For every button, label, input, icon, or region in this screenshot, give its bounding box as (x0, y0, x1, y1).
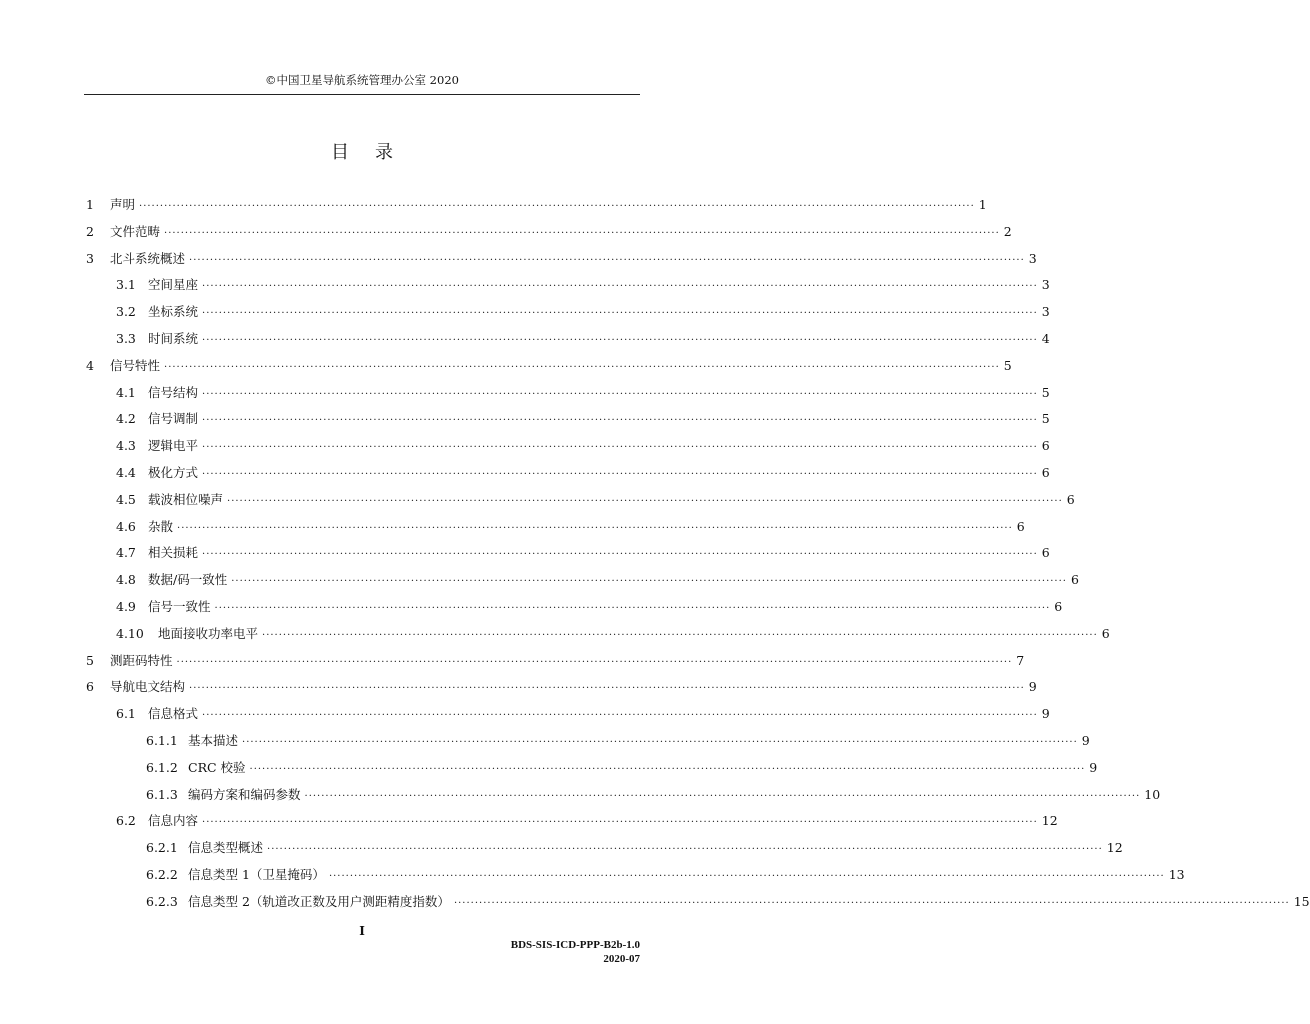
toc-entry-page: 5 (1003, 357, 1012, 373)
toc-entry-page: 5 (1041, 384, 1050, 400)
toc-entry[interactable] (86, 250, 1037, 268)
toc-entry-number: 6.1.3 (146, 786, 178, 802)
toc-dot-leader: ········································································································································································································ (202, 469, 1038, 480)
toc-entry-number: 5 (86, 652, 94, 668)
toc-dot-leader: ········································································································································································································ (242, 737, 1078, 748)
toc-entry[interactable] (146, 759, 1098, 777)
toc-entry[interactable] (116, 437, 1050, 455)
toc-entry-page: 1 (978, 197, 987, 212)
toc-entry-number: 6.1.1 (146, 733, 178, 748)
toc-dot-leader: ········································································································································································································ (202, 817, 1038, 829)
toc-entry-title: 时间系统 (148, 331, 199, 346)
toc-entry-page: 6 (1041, 545, 1050, 561)
toc-entry-title: 杂散 (148, 518, 174, 534)
toc-entry[interactable] (86, 652, 1025, 670)
toc-entry-page: 12 (1041, 813, 1058, 829)
toc-dot-leader: ········································································································································································································ (328, 871, 1165, 882)
toc-entry-page: 9 (1041, 706, 1050, 722)
toc-entry[interactable] (86, 357, 1012, 375)
toc-entry-page: 6 (1054, 599, 1063, 614)
toc-entry-page: 12 (1106, 840, 1123, 856)
toc-entry-title: 逻辑电平 (148, 438, 199, 454)
toc-entry[interactable] (116, 518, 1025, 536)
toc-entry-page: 9 (1089, 759, 1098, 775)
toc-entry-number: 4.9 (116, 599, 136, 614)
page-header: ©中国卫星导航系统管理办公室 2020 (265, 73, 459, 87)
toc-entry-title: 信号结构 (148, 384, 199, 400)
toc-entry-page: 3 (1041, 304, 1050, 320)
toc-entry[interactable] (146, 839, 1123, 857)
toc-entry[interactable] (116, 276, 1050, 294)
toc-entry-title: 导航电文结构 (110, 679, 186, 695)
toc-entry[interactable] (146, 866, 1185, 884)
toc-entry-title: 基本描述 (188, 733, 239, 748)
toc-entry-page: 3 (1028, 250, 1037, 266)
toc-dot-leader: ········································································································································································································ (262, 629, 1098, 641)
toc-dot-leader: ········································································································································································································ (453, 897, 1290, 909)
toc-entry-page: 2 (1003, 223, 1012, 239)
toc-dot-leader: ········································································································································································································ (139, 201, 975, 212)
toc-dot-leader: ········································································································································································································ (202, 549, 1038, 561)
toc-entry-number: 4 (86, 357, 94, 373)
toc-dot-leader: ········································································································································································································ (304, 790, 1141, 802)
toc-entry-title: 极化方式 (148, 465, 199, 480)
toc-entry[interactable] (86, 223, 1012, 241)
toc-entry[interactable] (116, 705, 1050, 723)
header-divider (84, 94, 640, 95)
toc-entry-title: CRC 校验 (188, 759, 246, 775)
toc-entry[interactable] (116, 598, 1063, 616)
toc-entry-title: 编码方案和编码参数 (188, 786, 301, 802)
toc-entry[interactable] (116, 625, 1110, 643)
toc-entry-title: 坐标系统 (148, 304, 199, 320)
toc-entry-title: 信息类型 1（卫星掩码） (188, 867, 325, 882)
toc-dot-leader: ········································································································································································································ (202, 335, 1038, 346)
toc-entry-number: 4.10 (116, 625, 144, 641)
toc-entry-number: 4.3 (116, 438, 136, 454)
toc-entry-number: 6 (86, 679, 94, 695)
toc-dot-leader: ········································································································································································································ (227, 495, 1063, 507)
page-number: I (359, 924, 365, 938)
toc-entry-title: 信息类型概述 (188, 840, 264, 856)
toc-dot-leader: ········································································································································································································ (267, 844, 1103, 856)
toc-entry-title: 地面接收功率电平 (158, 625, 259, 641)
toc-entry-number: 3.3 (116, 331, 136, 346)
toc-entry-title: 文件范畴 (110, 223, 161, 239)
toc-entry-number: 6.2 (116, 813, 136, 829)
toc-entry-number: 6.1.2 (146, 759, 178, 775)
toc-entry-page: 9 (1028, 679, 1037, 695)
toc-entry-number: 3 (86, 250, 94, 266)
toc-entry-title: 信息类型 2（轨道改正数及用户测距精度指数） (188, 893, 450, 909)
toc-entry-title: 信号一致性 (148, 599, 211, 614)
toc-dot-leader: ········································································································································································································ (177, 522, 1013, 534)
toc-dot-leader: ········································································································································································································ (189, 254, 1025, 266)
toc-entry-page: 5 (1041, 411, 1050, 427)
toc-entry-title: 相关损耗 (148, 545, 199, 561)
toc-entry-number: 3.2 (116, 304, 136, 320)
toc-entry[interactable] (116, 464, 1050, 482)
toc-dot-leader: ········································································································································································································ (231, 576, 1067, 588)
toc-entry-title: 信号特性 (110, 357, 161, 373)
toc-entry-title: 信息格式 (148, 706, 199, 722)
toc-entry-number: 4.7 (116, 545, 136, 561)
toc-entry-page: 7 (1016, 652, 1025, 668)
document-code (511, 938, 640, 966)
toc-entry-number: 6.1 (116, 706, 136, 722)
toc-entry-page: 6 (1066, 491, 1075, 507)
toc-entry-title: 信号调制 (148, 411, 199, 427)
toc-entry-title: 测距码特性 (110, 652, 173, 668)
toc-entry-number: 4.5 (116, 491, 136, 507)
toc-entry-number: 4.2 (116, 411, 136, 427)
toc-entry-title: 载波相位噪声 (148, 491, 224, 507)
toc-entry[interactable] (116, 491, 1075, 509)
toc-entry-page: 6 (1041, 465, 1050, 480)
toc-entry-number: 4.6 (116, 518, 136, 534)
toc-entry[interactable] (116, 410, 1050, 428)
toc-entry-page: 6 (1070, 572, 1079, 588)
toc-entry-title: 数据/码一致性 (148, 572, 228, 588)
toc-dot-leader: ········································································································································································································ (164, 361, 1000, 373)
toc-dot-leader: ········································································································································································································ (202, 388, 1038, 400)
toc-entry[interactable] (116, 571, 1079, 589)
document-id: BDS-SIS-ICD-PPP-B2b-1.0 (510, 939, 640, 951)
toc-dot-leader: ········································································································································································································ (214, 603, 1051, 614)
toc-entry-page: 3 (1041, 277, 1050, 293)
toc-entry-number: 1 (86, 197, 94, 212)
toc-dot-leader: ········································································································································································································ (202, 710, 1038, 722)
document-date: 2020-07 (603, 953, 640, 965)
toc-entry[interactable] (116, 812, 1058, 830)
toc-entry-title: 空间星座 (148, 277, 199, 293)
toc-entry-title: 声明 (110, 197, 136, 212)
toc-entry[interactable] (146, 786, 1161, 804)
toc-entry-page: 6 (1016, 518, 1025, 534)
toc-entry-number: 4.4 (116, 465, 136, 480)
toc-dot-leader: ········································································································································································································ (164, 227, 1000, 239)
toc-entry-page: 4 (1041, 331, 1050, 346)
toc-entry-page: 9 (1081, 733, 1090, 748)
toc-entry-number: 4.8 (116, 572, 136, 588)
toc-entry-page: 15 (1293, 893, 1310, 909)
toc-entry-number: 6.2.1 (146, 840, 178, 856)
toc-entry[interactable] (116, 384, 1050, 402)
toc-dot-leader: ········································································································································································································ (202, 308, 1038, 320)
toc-dot-leader: ········································································································································································································ (202, 442, 1038, 454)
toc-title: 目录 (331, 142, 419, 163)
toc-entry-number: 3.1 (116, 277, 136, 293)
toc-entry-number: 2 (86, 223, 94, 239)
toc-dot-leader: ········································································································································································································ (202, 281, 1038, 293)
toc-entry-number: 6.2.3 (146, 893, 178, 909)
toc-entry-number: 4.1 (116, 384, 136, 400)
toc-dot-leader: ········································································································································································································ (189, 683, 1025, 695)
toc-dot-leader: ········································································································································································································ (202, 415, 1038, 427)
toc-dot-leader: ········································································································································································································ (176, 656, 1013, 668)
toc-entry[interactable] (116, 303, 1050, 321)
toc-entry[interactable] (146, 893, 1310, 911)
toc-entry[interactable] (116, 544, 1050, 562)
toc-entry-page: 6 (1041, 438, 1050, 454)
toc-entry[interactable] (116, 330, 1050, 348)
toc-entry[interactable] (86, 196, 987, 214)
toc-entry-page: 13 (1168, 867, 1185, 882)
toc-entry-page: 10 (1144, 786, 1161, 802)
toc-entry-title: 信息内容 (148, 813, 199, 829)
toc-entry-title: 北斗系统概述 (110, 250, 186, 266)
toc-entry[interactable] (146, 732, 1090, 750)
toc-entry-page: 6 (1101, 625, 1110, 641)
toc-entry-number: 6.2.2 (146, 867, 178, 882)
toc-dot-leader: ········································································································································································································ (249, 763, 1086, 775)
toc-entry[interactable] (86, 678, 1037, 696)
